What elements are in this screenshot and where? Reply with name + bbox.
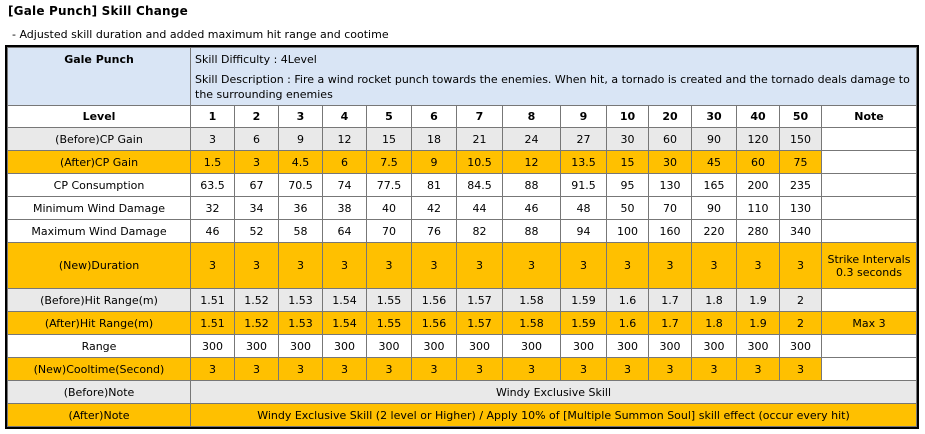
level-header-cell: 7	[457, 106, 503, 128]
table-cell: 100	[607, 220, 649, 243]
row-note	[822, 358, 917, 381]
table-cell: 160	[649, 220, 692, 243]
level-header-cell: 20	[649, 106, 692, 128]
table-row	[8, 128, 917, 151]
table-cell: 1.6	[607, 289, 649, 312]
row-note: Max 3	[822, 312, 917, 335]
skill-table-container	[5, 45, 919, 429]
table-cell: 300	[323, 335, 367, 358]
table-cell: 3	[279, 358, 323, 381]
level-header-cell: 50	[780, 106, 822, 128]
note-text: Windy Exclusive Skill	[191, 381, 917, 404]
table-cell: 3	[323, 358, 367, 381]
table-cell: 1.9	[737, 289, 780, 312]
level-header-cell: 2	[235, 106, 279, 128]
table-cell: 15	[607, 151, 649, 174]
table-cell: 60	[737, 151, 780, 174]
row-note	[822, 174, 917, 197]
table-cell: 3	[692, 358, 737, 381]
skill-difficulty: Skill Difficulty : 4Level	[195, 53, 317, 66]
table-cell: 1.55	[367, 312, 412, 335]
table-cell: 1.8	[692, 289, 737, 312]
table-cell: 1.55	[367, 289, 412, 312]
table-cell: 3	[607, 358, 649, 381]
table-cell: 18	[412, 128, 457, 151]
table-cell: 1.7	[649, 312, 692, 335]
table-cell: 12	[323, 128, 367, 151]
level-header-cell: 8	[503, 106, 561, 128]
table-cell: 300	[737, 335, 780, 358]
table-cell: 91.5	[561, 174, 607, 197]
table-cell: 3	[235, 151, 279, 174]
table-cell: 13.5	[561, 151, 607, 174]
table-cell: 1.59	[561, 312, 607, 335]
table-cell: 44	[457, 197, 503, 220]
table-cell: 130	[780, 197, 822, 220]
level-header-cell: 40	[737, 106, 780, 128]
level-header-label: Level	[8, 106, 191, 128]
table-cell: 88	[503, 220, 561, 243]
table-cell: 84.5	[457, 174, 503, 197]
table-cell: 3	[503, 243, 561, 289]
table-cell: 300	[367, 335, 412, 358]
table-cell: 120	[737, 128, 780, 151]
table-cell: 90	[692, 197, 737, 220]
table-cell: 1.51	[191, 312, 235, 335]
page-title: [Gale Punch] Skill Change	[8, 4, 188, 18]
table-cell: 4.5	[279, 151, 323, 174]
table-cell: 3	[412, 243, 457, 289]
table-cell: 15	[367, 128, 412, 151]
table-cell: 82	[457, 220, 503, 243]
row-label: CP Consumption	[8, 174, 191, 197]
table-cell: 3	[412, 358, 457, 381]
table-cell: 88	[503, 174, 561, 197]
table-cell: 21	[457, 128, 503, 151]
table-cell: 60	[649, 128, 692, 151]
table-cell: 9	[279, 128, 323, 151]
table-cell: 300	[780, 335, 822, 358]
table-cell: 300	[649, 335, 692, 358]
skill-change-table	[7, 47, 917, 427]
table-cell: 46	[503, 197, 561, 220]
table-cell: 63.5	[191, 174, 235, 197]
table-cell: 3	[457, 358, 503, 381]
table-cell: 200	[737, 174, 780, 197]
table-cell: 70.5	[279, 174, 323, 197]
table-cell: 3	[780, 358, 822, 381]
level-header-cell: 5	[367, 106, 412, 128]
table-cell: 130	[649, 174, 692, 197]
table-cell: 300	[279, 335, 323, 358]
table-cell: 74	[323, 174, 367, 197]
table-cell: 3	[649, 358, 692, 381]
table-row	[8, 335, 917, 358]
table-cell: 2	[780, 289, 822, 312]
table-cell: 280	[737, 220, 780, 243]
table-cell: 1.51	[191, 289, 235, 312]
table-row	[8, 289, 917, 312]
table-cell: 3	[279, 243, 323, 289]
note-text: Windy Exclusive Skill (2 level or Higher) / Apply 10% of [Multiple Summon Soul] skill effect (occur every hit)	[191, 404, 917, 427]
table-cell: 38	[323, 197, 367, 220]
table-cell: 75	[780, 151, 822, 174]
skill-info-row	[8, 48, 917, 106]
table-cell: 300	[191, 335, 235, 358]
table-cell: 48	[561, 197, 607, 220]
table-cell: 1.58	[503, 289, 561, 312]
skill-name: Gale Punch	[8, 48, 191, 106]
row-note	[822, 289, 917, 312]
table-cell: 3	[649, 243, 692, 289]
table-row	[8, 220, 917, 243]
table-cell: 40	[367, 197, 412, 220]
table-cell: 110	[737, 197, 780, 220]
table-cell: 70	[367, 220, 412, 243]
table-cell: 58	[279, 220, 323, 243]
row-label: Maximum Wind Damage	[8, 220, 191, 243]
table-cell: 1.9	[737, 312, 780, 335]
table-cell: 300	[412, 335, 457, 358]
table-cell: 77.5	[367, 174, 412, 197]
table-cell: 1.52	[235, 312, 279, 335]
table-cell: 3	[561, 243, 607, 289]
table-cell: 46	[191, 220, 235, 243]
table-cell: 3	[503, 358, 561, 381]
table-cell: 90	[692, 128, 737, 151]
table-cell: 24	[503, 128, 561, 151]
table-cell: 52	[235, 220, 279, 243]
table-cell: 1.52	[235, 289, 279, 312]
table-cell: 3	[607, 243, 649, 289]
level-header-cell: 4	[323, 106, 367, 128]
table-cell: 94	[561, 220, 607, 243]
table-cell: 220	[692, 220, 737, 243]
table-cell: 1.53	[279, 289, 323, 312]
table-cell: 34	[235, 197, 279, 220]
table-cell: 27	[561, 128, 607, 151]
table-cell: 300	[235, 335, 279, 358]
before-note-row	[8, 381, 917, 404]
table-cell: 340	[780, 220, 822, 243]
row-note	[822, 128, 917, 151]
table-cell: 3	[780, 243, 822, 289]
table-cell: 76	[412, 220, 457, 243]
table-cell: 165	[692, 174, 737, 197]
table-cell: 150	[780, 128, 822, 151]
level-header-cell: 6	[412, 106, 457, 128]
table-cell: 3	[561, 358, 607, 381]
row-note	[822, 220, 917, 243]
table-cell: 30	[649, 151, 692, 174]
table-cell: 300	[457, 335, 503, 358]
row-label: (After)Note	[8, 404, 191, 427]
table-cell: 64	[323, 220, 367, 243]
table-cell: 67	[235, 174, 279, 197]
row-label: Minimum Wind Damage	[8, 197, 191, 220]
table-cell: 7.5	[367, 151, 412, 174]
table-cell: 6	[323, 151, 367, 174]
level-header-cell: 1	[191, 106, 235, 128]
table-cell: 10.5	[457, 151, 503, 174]
row-label: (After)CP Gain	[8, 151, 191, 174]
table-row	[8, 197, 917, 220]
table-row	[8, 174, 917, 197]
row-label: (New)Duration	[8, 243, 191, 289]
table-cell: 300	[561, 335, 607, 358]
table-cell: 3	[191, 128, 235, 151]
table-cell: 3	[457, 243, 503, 289]
row-note	[822, 151, 917, 174]
table-cell: 81	[412, 174, 457, 197]
row-note: Strike Intervals 0.3 seconds	[822, 243, 917, 289]
table-cell: 6	[235, 128, 279, 151]
table-cell: 3	[737, 358, 780, 381]
table-cell: 12	[503, 151, 561, 174]
table-cell: 1.6	[607, 312, 649, 335]
table-cell: 1.56	[412, 289, 457, 312]
note-header-cell: Note	[822, 106, 917, 128]
level-header-row	[8, 106, 917, 128]
skill-description: Skill Description : Fire a wind rocket punch towards the enemies. When hit, a tornado is created and the tornado deals damage to the surrounding enemies	[195, 73, 910, 101]
table-cell: 45	[692, 151, 737, 174]
table-cell: 235	[780, 174, 822, 197]
table-cell: 3	[737, 243, 780, 289]
table-cell: 2	[780, 312, 822, 335]
table-cell: 300	[607, 335, 649, 358]
table-cell: 1.5	[191, 151, 235, 174]
table-cell: 3	[367, 358, 412, 381]
table-cell: 1.54	[323, 289, 367, 312]
row-label: (New)Cooltime(Second)	[8, 358, 191, 381]
row-label: (Before)Hit Range(m)	[8, 289, 191, 312]
after-note-row	[8, 404, 917, 427]
table-cell: 3	[323, 243, 367, 289]
table-cell: 1.59	[561, 289, 607, 312]
table-row	[8, 151, 917, 174]
table-cell: 1.53	[279, 312, 323, 335]
table-cell: 36	[279, 197, 323, 220]
row-note	[822, 197, 917, 220]
table-cell: 3	[235, 358, 279, 381]
table-cell: 3	[692, 243, 737, 289]
skill-info-cell	[191, 48, 917, 106]
table-cell: 3	[191, 358, 235, 381]
table-cell: 30	[607, 128, 649, 151]
table-cell: 1.8	[692, 312, 737, 335]
table-cell: 300	[692, 335, 737, 358]
table-cell: 1.56	[412, 312, 457, 335]
table-cell: 1.57	[457, 289, 503, 312]
row-label: Range	[8, 335, 191, 358]
table-cell: 1.57	[457, 312, 503, 335]
table-cell: 300	[503, 335, 561, 358]
level-header-cell: 30	[692, 106, 737, 128]
level-header-cell: 9	[561, 106, 607, 128]
table-cell: 70	[649, 197, 692, 220]
table-cell: 42	[412, 197, 457, 220]
table-cell: 3	[191, 243, 235, 289]
row-note	[822, 335, 917, 358]
table-cell: 9	[412, 151, 457, 174]
table-cell: 95	[607, 174, 649, 197]
level-header-cell: 10	[607, 106, 649, 128]
row-label: (Before)CP Gain	[8, 128, 191, 151]
table-cell: 3	[235, 243, 279, 289]
page-subtitle: - Adjusted skill duration and added maximum hit range and cootime	[12, 28, 389, 41]
table-row	[8, 358, 917, 381]
row-label: (Before)Note	[8, 381, 191, 404]
table-row	[8, 312, 917, 335]
table-cell: 1.7	[649, 289, 692, 312]
row-label: (After)Hit Range(m)	[8, 312, 191, 335]
table-cell: 1.54	[323, 312, 367, 335]
table-cell: 50	[607, 197, 649, 220]
table-cell: 32	[191, 197, 235, 220]
level-header-cell: 3	[279, 106, 323, 128]
table-row	[8, 243, 917, 289]
table-cell: 3	[367, 243, 412, 289]
table-cell: 1.58	[503, 312, 561, 335]
